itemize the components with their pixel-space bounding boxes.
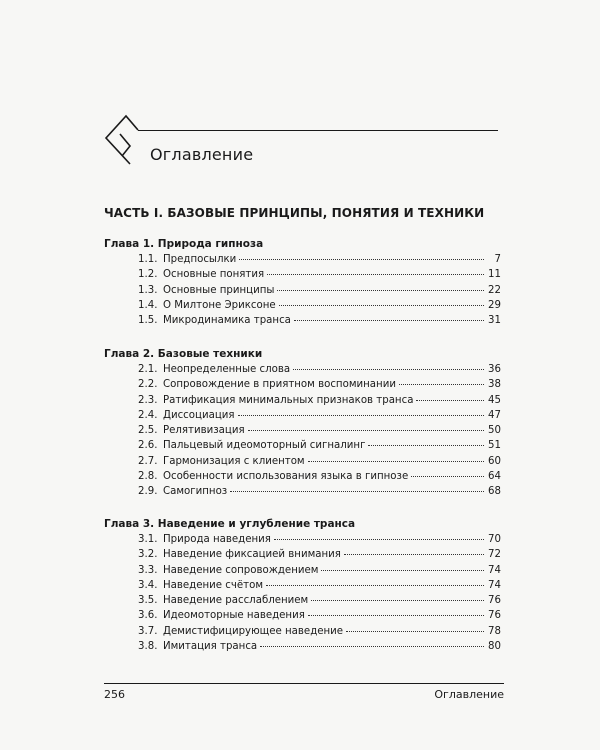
toc-entry[interactable] [138,608,501,623]
entry-title: Пальцевый идеомоторный сигналинг [163,440,366,452]
chapter-2 [104,346,504,500]
dot-leader [321,562,484,571]
entry-number: 2.7. [138,455,158,467]
entry-title: Наведение фиксацией внимания [163,549,341,561]
dot-leader [239,251,484,260]
entry-page: 68 [488,486,501,498]
entry-number: 2.9. [138,486,158,498]
entry-number: 3.5. [138,595,158,607]
toc-entry[interactable] [138,438,501,453]
part-title: ЧАСТЬ I. БАЗОВЫЕ ПРИНЦИПЫ, ПОНЯТИЯ И ТЕХНИКИ [104,206,485,220]
entry-title: Особенности использования языка в гипнозе [163,471,409,483]
dot-leader [294,312,484,321]
entry-number: 3.6. [138,610,158,622]
toc-entry[interactable] [138,469,501,484]
entry-number: 3.3. [138,564,158,576]
entry-title: Природа наведения [163,534,271,545]
entry-title: Основные понятия [163,269,265,281]
entry-title: Наведение расслаблением [163,595,309,607]
entry-page: 70 [488,534,501,545]
entry-number: 3.8. [138,641,158,653]
dot-leader [260,638,484,647]
toc-entry[interactable] [138,408,501,423]
entry-number: 2.6. [138,440,158,452]
entry-page: 64 [488,471,501,483]
entry-page: 7 [494,254,501,265]
chapter-1 [104,236,504,328]
entry-page: 47 [488,409,501,421]
entry-title: Релятивизация [163,425,245,437]
entry-title: Сопровождение в приятном воспоминании [163,379,396,391]
toc-entry[interactable] [138,484,501,499]
entry-title: Самогипноз [163,486,228,498]
entry-number: 1.2. [138,269,158,281]
entry-title: О Милтоне Эриксоне [163,299,276,311]
chapter-title: Глава 2. Базовые техники [104,348,263,360]
entry-number: 1.5. [138,315,158,327]
entry-title: Наведение счётом [163,579,264,591]
entry-page: 80 [488,641,501,653]
dot-leader [308,607,484,616]
entry-number: 1.4. [138,299,158,311]
dot-leader [416,392,484,401]
entry-number: 2.8. [138,471,158,483]
toc-entry[interactable] [138,393,501,408]
page-title: Оглавление [150,145,254,164]
toc-entry[interactable] [138,252,501,267]
toc-entry[interactable] [138,283,501,298]
toc-entry[interactable] [138,423,501,438]
dot-leader [267,266,484,275]
toc-entry[interactable] [138,267,501,282]
entry-page: 78 [488,625,501,637]
dot-leader [346,623,484,632]
entry-page: 74 [488,564,501,576]
toc-entry[interactable] [138,313,501,328]
entry-number: 3.2. [138,549,158,561]
dot-leader [274,531,484,540]
entry-number: 3.7. [138,625,158,637]
entry-title: Идеомоторные наведения [163,610,305,622]
diamond-corner-icon [104,112,144,168]
toc-entry[interactable] [138,298,501,313]
dot-leader [399,376,484,385]
entry-page: 22 [488,284,501,296]
dot-leader [277,282,484,291]
entry-number: 3.1. [138,534,158,545]
page-number: 256 [104,688,125,701]
entry-page: 60 [488,455,501,467]
entry-title: Демистифицирующее наведение [163,625,344,637]
running-title: Оглавление [434,688,504,701]
entry-page: 38 [488,379,501,391]
entry-title: Предпосылки [163,254,237,265]
dot-leader [344,546,484,555]
entry-page: 11 [488,269,501,281]
entry-title: Диссоциация [163,409,235,421]
toc-entry[interactable] [138,639,501,654]
entry-page: 50 [488,425,501,437]
entry-page: 76 [488,595,501,607]
dot-leader [279,297,484,306]
chapter-3 [104,516,504,654]
toc-entry[interactable] [138,377,501,392]
entry-page: 45 [488,394,501,406]
dot-leader [308,453,484,462]
dot-leader [368,437,484,446]
dot-leader [293,361,484,370]
entry-number: 3.4. [138,579,158,591]
entry-page: 29 [488,299,501,311]
toc-entry[interactable] [138,593,501,608]
entry-page: 74 [488,579,501,591]
toc-entry[interactable] [138,578,501,593]
entry-page: 36 [488,364,501,375]
entry-page: 72 [488,549,501,561]
toc-entry[interactable] [138,362,501,377]
dot-leader [248,422,484,431]
toc-entry[interactable] [138,563,501,578]
entry-title: Микродинамика транса [163,315,291,327]
entry-title: Имитация транса [163,641,258,653]
dot-leader [238,407,485,416]
chapter-title: Глава 3. Наведение и углубление транса [104,518,356,530]
entry-title: Неопределенные слова [163,364,291,375]
entry-title: Гармонизация с клиентом [163,455,305,467]
entry-number: 2.2. [138,379,158,391]
dot-leader [311,592,484,601]
toc-entry[interactable] [138,532,501,547]
entry-title: Ратификация минимальных признаков транса [163,394,414,406]
entry-number: 2.1. [138,364,158,375]
dot-leader [411,468,484,477]
toc-entry[interactable] [138,454,501,469]
entry-number: 2.5. [138,425,158,437]
toc-entry[interactable] [138,624,501,639]
toc-entry[interactable] [138,547,501,562]
entry-number: 1.1. [138,254,158,265]
entry-title: Основные принципы [163,284,275,296]
entry-page: 76 [488,610,501,622]
entry-title: Наведение сопровождением [163,564,319,576]
entry-number: 2.4. [138,409,158,421]
entry-page: 31 [488,315,501,327]
entry-page: 51 [488,440,501,452]
dot-leader [266,577,484,586]
header-rule [138,130,498,131]
chapter-title: Глава 1. Природа гипноза [104,238,264,250]
dot-leader [230,483,484,492]
footer-rule [104,683,504,684]
entry-number: 1.3. [138,284,158,296]
entry-number: 2.3. [138,394,158,406]
